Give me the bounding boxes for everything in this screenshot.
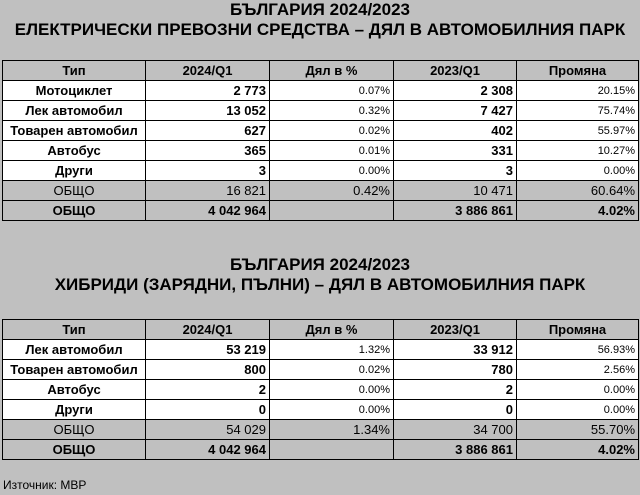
cell-2024: 4 042 964 — [146, 440, 270, 460]
cell-type: ОБЩО — [3, 420, 146, 440]
table-row — [3, 340, 639, 360]
cell-share: 0.32% — [270, 101, 394, 121]
total-row — [3, 440, 639, 460]
cell-type: Други — [3, 400, 146, 420]
cell-share — [270, 440, 394, 460]
header-2023: 2023/Q1 — [394, 61, 517, 81]
cell-2024: 800 — [146, 360, 270, 380]
cell-2024: 16 821 — [146, 181, 270, 201]
cell-2024: 13 052 — [146, 101, 270, 121]
cell-share: 1.34% — [270, 420, 394, 440]
cell-type: ОБЩО — [3, 181, 146, 201]
table-row — [3, 400, 639, 420]
cell-2024: 54 029 — [146, 420, 270, 440]
cell-type: ОБЩО — [3, 201, 146, 221]
cell-change: 0.00% — [517, 161, 639, 181]
cell-2024: 2 — [146, 380, 270, 400]
section2-table — [2, 319, 639, 460]
header-change: Промяна — [517, 61, 639, 81]
cell-2023: 2 — [394, 380, 517, 400]
cell-2023: 34 700 — [394, 420, 517, 440]
header-share: Дял в % — [270, 61, 394, 81]
header-type: Тип — [3, 320, 146, 340]
cell-change: 0.00% — [517, 400, 639, 420]
cell-type: Мотоциклет — [3, 81, 146, 101]
cell-2024: 0 — [146, 400, 270, 420]
cell-change: 55.70% — [517, 420, 639, 440]
cell-change: 60.64% — [517, 181, 639, 201]
table-row — [3, 141, 639, 161]
cell-2024: 2 773 — [146, 81, 270, 101]
table-row — [3, 161, 639, 181]
section2-title-line1: БЪЛГАРИЯ 2024/2023 — [230, 255, 410, 274]
section1-title-line1: БЪЛГАРИЯ 2024/2023 — [230, 0, 410, 19]
cell-share — [270, 201, 394, 221]
cell-share: 0.02% — [270, 121, 394, 141]
cell-share: 0.42% — [270, 181, 394, 201]
cell-change: 4.02% — [517, 201, 639, 221]
cell-2023: 780 — [394, 360, 517, 380]
cell-2023: 3 — [394, 161, 517, 181]
cell-change: 2.56% — [517, 360, 639, 380]
cell-share: 0.00% — [270, 161, 394, 181]
cell-change: 10.27% — [517, 141, 639, 161]
section1-title-line2: ЕЛЕКТРИЧЕСКИ ПРЕВОЗНИ СРЕДСТВА – ДЯЛ В АВТОМОБИЛНИЯ ПАРК — [14, 20, 626, 39]
cell-2023: 3 886 861 — [394, 201, 517, 221]
cell-change: 75.74% — [517, 101, 639, 121]
cell-2023: 402 — [394, 121, 517, 141]
cell-share: 0.01% — [270, 141, 394, 161]
subtotal-row — [3, 420, 639, 440]
cell-type: ОБЩО — [3, 440, 146, 460]
table-row — [3, 121, 639, 141]
cell-type: Товарен автомобил — [3, 360, 146, 380]
table-row — [3, 101, 639, 121]
table-row — [3, 380, 639, 400]
cell-2023: 7 427 — [394, 101, 517, 121]
cell-change: 56.93% — [517, 340, 639, 360]
section1-table — [2, 60, 639, 221]
cell-share: 0.02% — [270, 360, 394, 380]
total-row — [3, 201, 639, 221]
cell-2023: 33 912 — [394, 340, 517, 360]
cell-type: Други — [3, 161, 146, 181]
cell-type: Лек автомобил — [3, 101, 146, 121]
source-note: Източник: МВР — [3, 478, 87, 492]
header-2024: 2024/Q1 — [146, 320, 270, 340]
cell-change: 0.00% — [517, 380, 639, 400]
cell-2024: 365 — [146, 141, 270, 161]
cell-share: 1.32% — [270, 340, 394, 360]
header-type: Тип — [3, 61, 146, 81]
cell-type: Товарен автомобил — [3, 121, 146, 141]
section2-title — [0, 255, 640, 295]
cell-2024: 627 — [146, 121, 270, 141]
cell-2024: 4 042 964 — [146, 201, 270, 221]
header-2023: 2023/Q1 — [394, 320, 517, 340]
cell-type: Автобус — [3, 141, 146, 161]
table-row — [3, 81, 639, 101]
cell-2023: 10 471 — [394, 181, 517, 201]
section1-title — [0, 0, 640, 40]
table-header-row — [3, 320, 639, 340]
cell-change: 55.97% — [517, 121, 639, 141]
cell-2023: 2 308 — [394, 81, 517, 101]
cell-share: 0.07% — [270, 81, 394, 101]
cell-type: Лек автомобил — [3, 340, 146, 360]
table-row — [3, 360, 639, 380]
cell-2023: 0 — [394, 400, 517, 420]
table-header-row — [3, 61, 639, 81]
subtotal-row — [3, 181, 639, 201]
cell-2024: 3 — [146, 161, 270, 181]
cell-change: 4.02% — [517, 440, 639, 460]
header-change: Промяна — [517, 320, 639, 340]
section2-title-line2: ХИБРИДИ (ЗАРЯДНИ, ПЪЛНИ) – ДЯЛ В АВТОМОБИЛНИЯ ПАРК — [54, 275, 586, 294]
header-2024: 2024/Q1 — [146, 61, 270, 81]
cell-share: 0.00% — [270, 400, 394, 420]
cell-change: 20.15% — [517, 81, 639, 101]
cell-2023: 331 — [394, 141, 517, 161]
header-share: Дял в % — [270, 320, 394, 340]
cell-type: Автобус — [3, 380, 146, 400]
cell-2024: 53 219 — [146, 340, 270, 360]
cell-share: 0.00% — [270, 380, 394, 400]
cell-2023: 3 886 861 — [394, 440, 517, 460]
